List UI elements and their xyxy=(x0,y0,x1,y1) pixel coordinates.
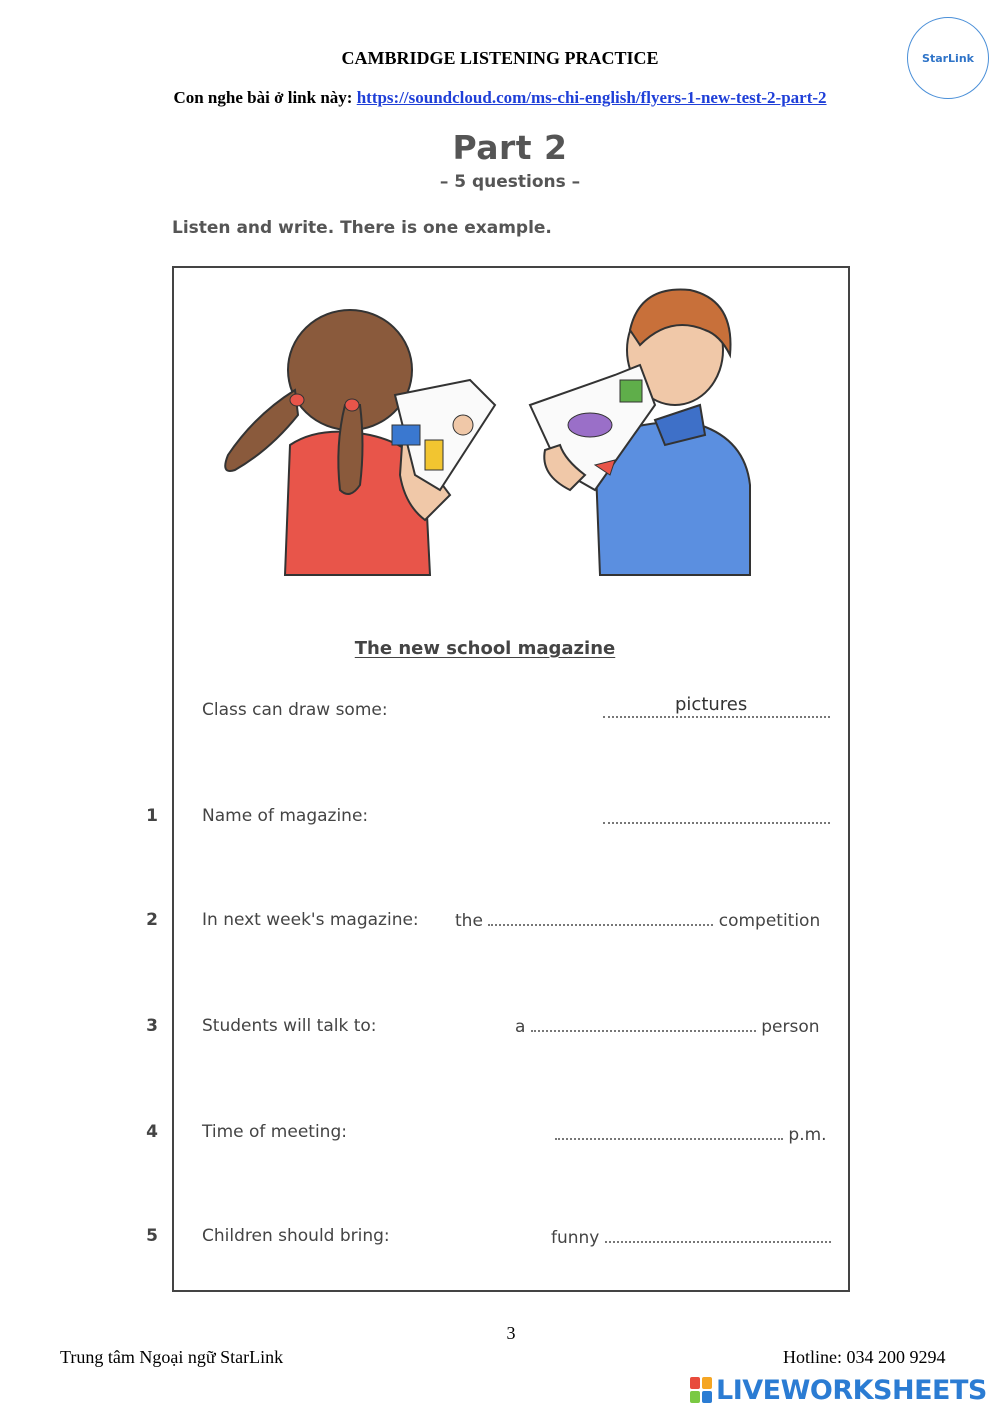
answer-suffix: p.m. xyxy=(788,1125,827,1145)
answer-prefix: the xyxy=(455,911,483,931)
answer-row-5 xyxy=(551,1225,831,1248)
answer-field-4[interactable] xyxy=(555,1122,783,1140)
answer-field-1[interactable] xyxy=(603,806,830,829)
answer-field-5[interactable] xyxy=(605,1225,831,1243)
answer-suffix: competition xyxy=(718,911,821,931)
starlink-logo xyxy=(907,17,989,99)
question-label: Time of meeting: xyxy=(202,1122,347,1142)
question-number: 1 xyxy=(146,806,158,826)
part-title: Part 2 xyxy=(452,128,568,167)
boy-figure xyxy=(530,290,750,576)
liveworksheets-logo xyxy=(690,1374,987,1406)
liveworksheets-icon xyxy=(690,1377,712,1403)
answer-field-3[interactable] xyxy=(531,1014,756,1032)
answer-row-2 xyxy=(455,908,820,931)
example-answer: pictures xyxy=(675,694,748,715)
question-number: 3 xyxy=(146,1016,158,1036)
footer-center-name: Trung tâm Ngoại ngữ StarLink xyxy=(60,1347,284,1367)
girl-figure xyxy=(225,310,495,575)
question-label: In next week's magazine: xyxy=(202,910,419,930)
question-number: 5 xyxy=(146,1226,158,1246)
question-number: 4 xyxy=(146,1122,158,1142)
magazine-title xyxy=(0,638,970,659)
audio-link-prefix: Con nghe bài ở link này: xyxy=(173,88,357,107)
question-label: Students will talk to: xyxy=(202,1016,377,1036)
answer-row-4 xyxy=(555,1122,827,1145)
answer-row-3 xyxy=(515,1014,820,1037)
answer-prefix: a xyxy=(515,1017,526,1037)
part-subtitle: – 5 questions – xyxy=(439,172,581,192)
document-title: CAMBRIDGE LISTENING PRACTICE xyxy=(341,48,659,68)
answer-field-2[interactable] xyxy=(488,908,713,926)
footer-hotline: Hotline: 034 200 9294 xyxy=(783,1347,946,1367)
page-number: 3 xyxy=(506,1323,516,1343)
audio-link-line xyxy=(0,88,1000,108)
question-label: Children should bring: xyxy=(202,1226,390,1246)
audio-link[interactable]: https://soundcloud.com/ms-chi-english/flyers-1-new-test-2-part-2 xyxy=(356,88,827,107)
magazine-title-text: The new school magazine xyxy=(354,638,616,659)
example-label: Class can draw some: xyxy=(202,700,388,720)
children-reading-illustration xyxy=(200,275,800,585)
question-label: Name of magazine: xyxy=(202,806,369,826)
answer-suffix: person xyxy=(761,1017,820,1037)
liveworksheets-brand: LIVEWORKSHEETS xyxy=(716,1374,987,1406)
starlink-logo-text: StarLink xyxy=(922,51,974,65)
answer-prefix: funny xyxy=(551,1228,600,1248)
question-number: 2 xyxy=(146,910,158,930)
instruction: Listen and write. There is one example. xyxy=(172,218,552,238)
